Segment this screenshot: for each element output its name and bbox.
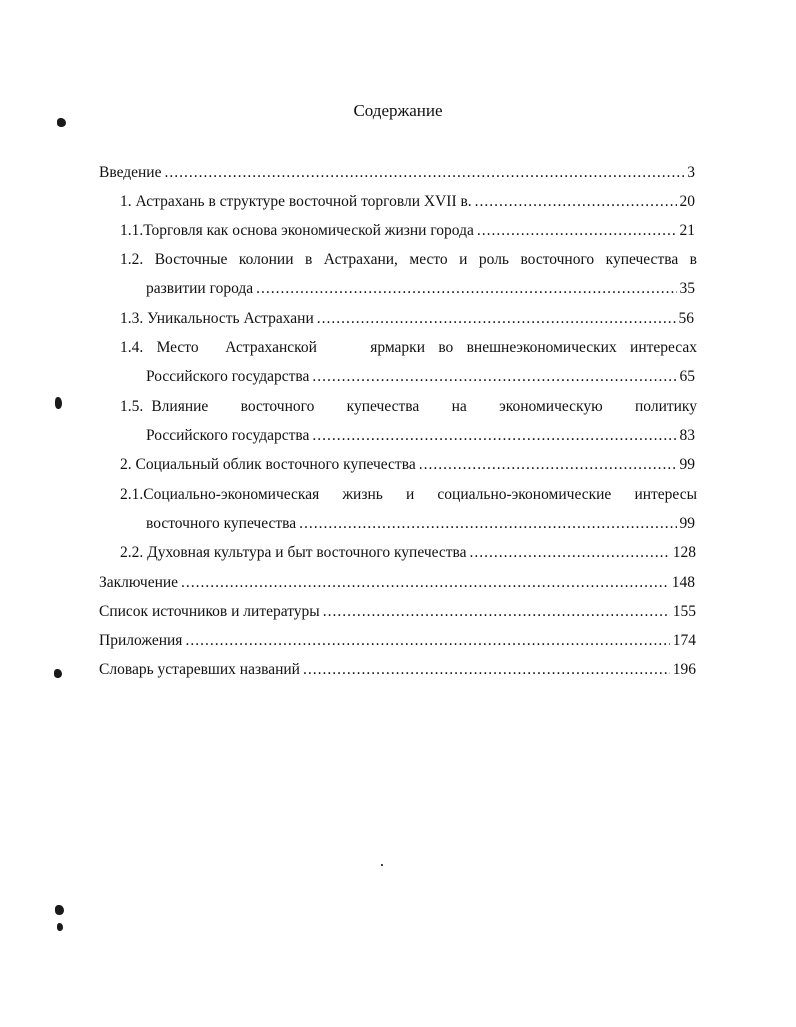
toc-leader [323,602,670,622]
toc-entry-text: 1.3. Уникальность Астрахани [120,310,314,327]
toc-page-number: 196 [672,661,696,678]
toc-page-number: 3 [687,164,695,181]
toc-entry [146,367,695,387]
toc-entry-text: Приложения [99,632,183,649]
toc-entry [99,573,695,593]
toc-page-number: 56 [678,310,694,327]
toc-entry-continuation: восточного купечества [146,515,297,532]
toc-leader [475,192,677,212]
toc-leader [181,573,669,593]
toc-entry-text: 1.1.Торговля как основа экономической жизни города [120,222,474,239]
toc-page-number: 148 [671,574,695,591]
scan-artifact [55,397,62,409]
toc-leader [477,221,677,241]
scan-artifact [54,669,62,678]
toc-entry [99,602,696,622]
scan-artifact [381,864,383,866]
toc-entry-text: Список источников и литературы [99,603,320,620]
toc-entry [120,309,694,329]
toc-entry [120,543,696,563]
toc-leader [470,543,670,563]
toc-page-number: 65 [679,368,695,385]
toc-entry [120,221,695,241]
scan-artifact [57,118,66,127]
toc-page-number: 174 [672,632,696,649]
toc-entry-text: 2.2. Духовная культура и быт восточного купечества [120,544,467,561]
toc-entry-text: Заключение [99,574,179,591]
toc-entry [120,455,695,475]
scan-artifact [55,905,64,915]
toc-leader [317,309,676,329]
toc-leader [419,455,677,475]
scan-artifact [57,923,63,931]
toc-leader [303,660,670,680]
toc-entry [99,163,695,183]
toc-entry [99,631,696,651]
toc-leader [312,367,676,387]
toc-entry [146,514,695,534]
toc-entry [146,426,695,446]
toc-entry-text: 2.1.Социально-экономическая жизнь и социально-экономические интересы [120,486,697,503]
toc-entry-continuation: Российского государства [146,427,310,444]
toc-page-number: 155 [672,603,696,620]
toc-leader [312,426,676,446]
toc-leader [299,514,676,534]
toc-page-number: 83 [679,427,695,444]
toc-page-number: 128 [672,544,696,561]
toc-page-number: 21 [679,222,695,239]
toc-page-number: 99 [679,515,695,532]
toc-entry-text: 1. Астрахань в структуре восточной торговли XVII в. [120,193,472,210]
toc-entry-text: 2. Социальный облик восточного купечества [120,456,416,473]
toc-leader [185,631,669,651]
toc-entry-text: 1.4. Место Астраханской ярмарки во внешнеэкономических интересах [120,339,697,356]
page-title: Содержание [353,101,443,120]
toc-entry-continuation: развитии города [146,280,254,297]
toc-entry [146,279,695,299]
toc-leader [256,279,676,299]
toc-entry-text: Введение [99,164,162,181]
toc-entry [120,192,695,212]
toc-entry-text: 1.5. Влияние восточного купечества на экономическую политику [120,398,697,415]
toc-page-number: 35 [679,280,695,297]
toc-entry-text: 1.2. Восточные колонии в Астрахани, место и роль восточного купечества в [120,251,697,268]
toc-page-number: 20 [679,193,695,210]
toc-page-number: 99 [679,456,695,473]
toc-entry-text: Словарь устаревших названий [99,661,300,678]
toc-entry [99,660,696,680]
toc-leader [164,163,684,183]
toc-entry-continuation: Российского государства [146,368,310,385]
